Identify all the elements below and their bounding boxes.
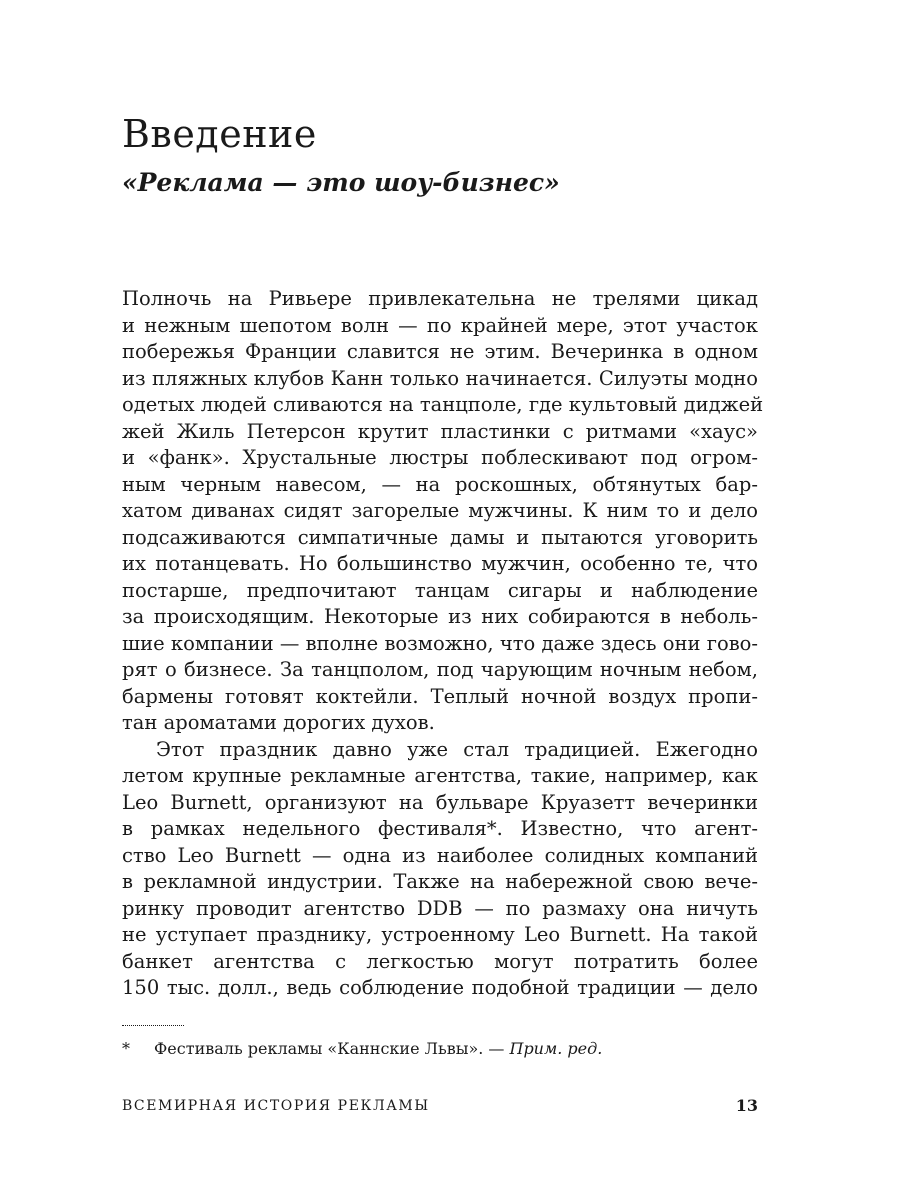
- text-line: ным черным навесом, — на роскошных, обтянутых бар-: [122, 472, 758, 496]
- text-line: Этот праздник давно уже стал традицией. Ежегодно: [156, 737, 758, 761]
- footnote-divider: [122, 1025, 184, 1026]
- footnote: [122, 1038, 602, 1060]
- text-line: их потанцевать. Но большинство мужчин, особенно те, что: [122, 552, 758, 575]
- footnote-marker: *: [122, 1039, 130, 1058]
- footnote-text: Фестиваль рекламы «Каннские Львы». —: [154, 1039, 510, 1058]
- text-line: ство Leo Burnett — одна из наиболее солидных компаний: [122, 843, 758, 867]
- text-line: 150 тыс. долл., ведь соблюдение подобной традиции — дело: [122, 976, 758, 999]
- page-number: 13: [735, 1096, 758, 1115]
- chapter-subtitle: «Реклама — это шоу-бизнес»: [122, 168, 560, 197]
- text-line: тан ароматами дорогих духов.: [122, 711, 435, 734]
- text-line: шие компании — вполне возможно, что даже здесь они гово-: [122, 631, 758, 655]
- text-line: не уступает празднику, устроенному Leo Burnett. На такой: [122, 923, 758, 946]
- text-line: летом крупные рекламные агентства, такие, например, как: [122, 764, 758, 787]
- text-line: в рамках недельного фестиваля*. Известно, что агент-: [122, 817, 758, 840]
- text-line: подсаживаются симпатичные дамы и пытаются уговорить: [122, 525, 758, 549]
- text-line: одетых людей сливаются на танцполе, где культовый диджей: [122, 393, 764, 416]
- text-line: в рекламной индустрии. Также на набережной свою вече-: [122, 870, 758, 893]
- text-line: Полночь на Ривьере привлекательна не трелями цикад: [122, 287, 758, 310]
- text-line: хатом диванах сидят загорелые мужчины. К ним то и дело: [122, 499, 758, 522]
- footnote-editor-note: Прим. ред.: [509, 1039, 603, 1058]
- text-line: ринку проводит агентство DDB — по размаху она ничуть: [122, 896, 758, 920]
- text-line: за происходящим. Некоторые из них собираются в неболь-: [122, 605, 758, 628]
- text-line: и «фанк». Хрустальные люстры поблескивают под огром-: [122, 446, 758, 469]
- text-line: и нежным шепотом волн — по крайней мере, этот участок: [122, 313, 758, 337]
- chapter-title: Введение: [122, 112, 317, 156]
- text-line: побережья Франции славится не этим. Вечеринка в одном: [122, 340, 758, 363]
- body-text: [122, 286, 764, 1002]
- text-line: постарше, предпочитают танцам сигары и наблюдение: [122, 578, 758, 602]
- text-line: бармены готовят коктейли. Теплый ночной воздух пропи-: [122, 684, 758, 708]
- running-title: ВСЕМИРНАЯ ИСТОРИЯ РЕКЛАМЫ: [122, 1098, 430, 1114]
- text-line: рят о бизнесе. За танцполом, под чарующим ночным небом,: [122, 658, 758, 681]
- text-line: банкет агентства с легкостью могут потратить более: [122, 949, 758, 973]
- text-line: из пляжных клубов Канн только начинается. Силуэты модно: [122, 366, 758, 390]
- text-line: Leo Burnett, организуют на бульваре Круазетт вечеринки: [122, 790, 758, 814]
- text-line: жей Жиль Петерсон крутит пластинки с ритмами «хаус»: [122, 419, 758, 443]
